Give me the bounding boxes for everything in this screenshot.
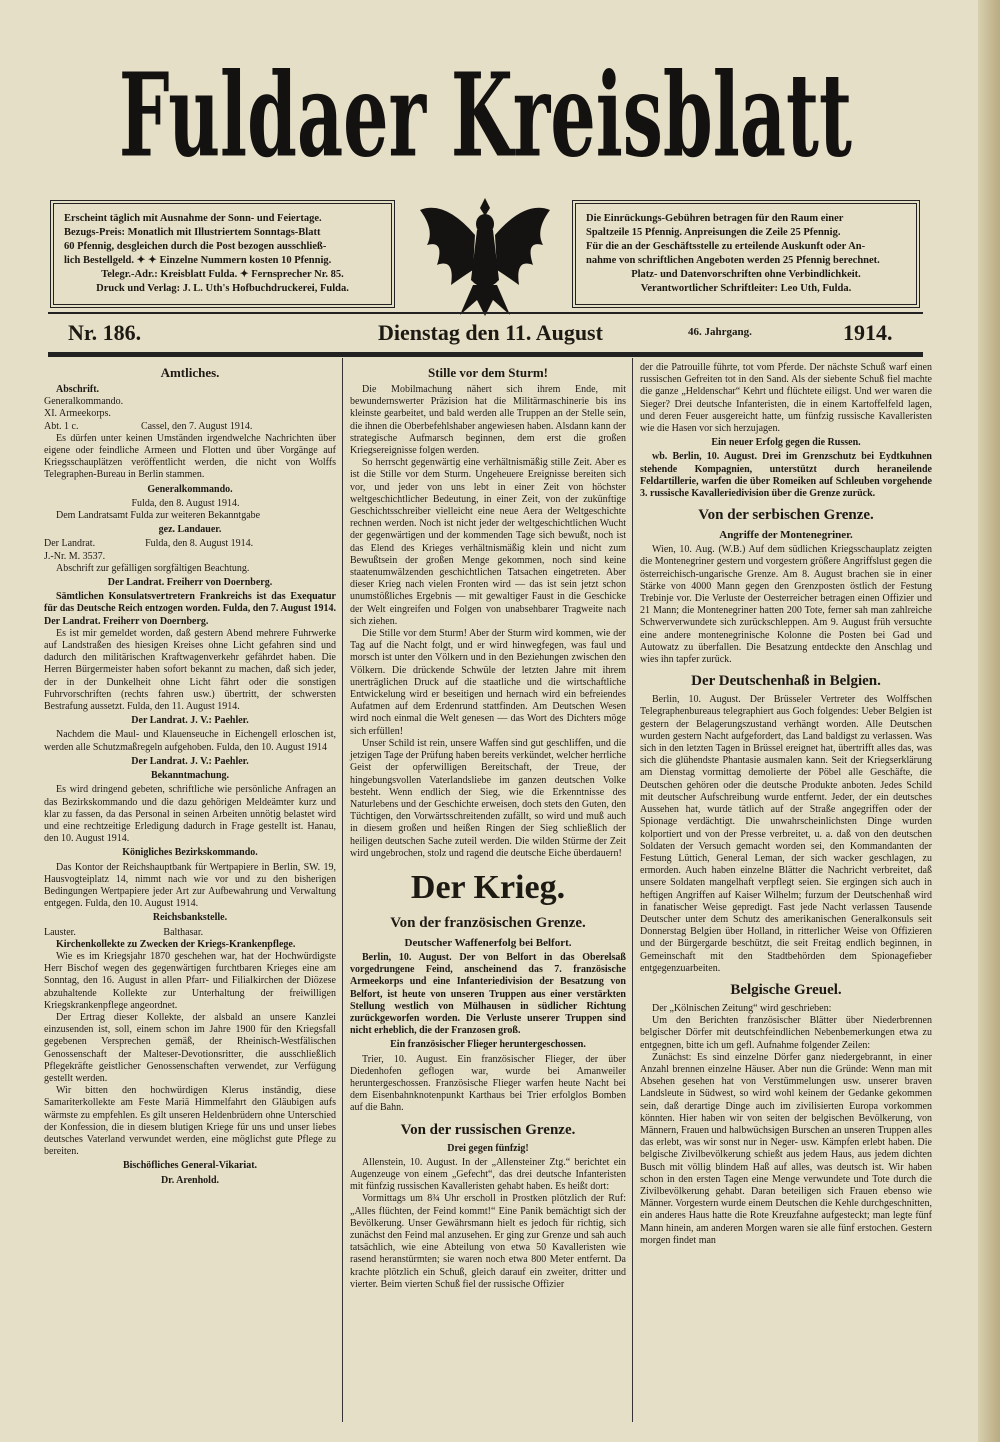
signature: Reichsbankstelle. — [152, 912, 228, 924]
text-line: Lauster. Balthasar. — [44, 926, 204, 938]
article-heading: Der Deutschenhaß in Belgien. — [691, 673, 881, 690]
section-heading: Stille vor dem Sturm! — [428, 365, 548, 380]
info-line: Für die an der Geschäftsstelle zu erteilende Auskunft oder An- — [586, 241, 866, 252]
paragraph: Allenstein, 10. August. In der „Allensteiner Ztg.“ berichtet ein Augenzeuge von einem „Gefecht“, das drei deutsche Infanteristen mit fünfzig russischen Kavalleristen gehabt haben. Es heißt dort: — [350, 1156, 626, 1193]
paragraph: Wie es im Kriegsjahr 1870 geschehen war, hat der Hochwürdigste Herr Bischof wegen des gegenwärtigen furchtbaren Krieges eine am Sonntag, den 16. August in allen Pfarr- und Filialkirchen der Diözese abzuhaltende Kollekte zur Unterhaltung der freiwilligen Kriegskrankenpflege angeordnet. — [44, 950, 336, 1011]
paragraph: Es dürfen unter keinen Umständen irgendwelche Nachrichten über eigene oder feindliche Armeen und Flotten und über Vorgänge auf Kriegsschauplätzen veröffentlicht werden, die nicht von Wolffs Telegraphen-Bureau in Berlin stammen. — [44, 432, 336, 481]
paragraph: Um den Berichten französischer Blätter über Niederbrennen belgischer Dörfer mit deutschfeindlichen Nebenbemerkungen etwa zu entgegnen, bitte ich um gefl. Aufnahme folgender Zeilen: — [640, 1015, 932, 1051]
masthead-title: Fuldaer Kreisblatt — [118, 46, 852, 184]
column-rule — [342, 358, 343, 1422]
bold-paragraph: wb. Berlin, 10. August. Drei im Grenzschutz bei Eydtkuhnen stehende Kompagnien, unterstützt durch heraneilende Feldartillerie, warfen die über Romeiken auf Schleuben vorgehende 3. russische Kavalleriedivision über die Grenze zurück. — [640, 451, 932, 500]
text-line: Generalkommando. — [44, 396, 124, 408]
text-line: J.-Nr. M. 3537. — [44, 550, 106, 562]
signature: Der Landrat. Freiherr von Doernberg. — [107, 577, 273, 589]
signature: gez. Landauer. — [158, 524, 222, 536]
text-line: Fulda, den 8. August 1914. — [44, 497, 240, 509]
bold-paragraph: Abschrift. — [56, 384, 100, 395]
bold-paragraph: Sämtlichen Konsulatsvertretern Frankreichs ist das Exequatur für das Deutsche Reich entzogen worden. Fulda, den 7. August 1914. Der Landrat. Freiherr von Doernberg. — [44, 591, 336, 627]
paragraph: Es wird dringend gebeten, schriftliche wie persönliche Anfragen an das Bezirkskommando und die dazu gehörigen Meldeämter kurz und klar zu fassen, da das Personal in seinen Arbeiten unnötig belastet wird und eine rechtzeitige Erledigung dadurch in Frage gestellt ist. Hanau, den 10. August 1914. — [44, 784, 336, 845]
paragraph: Abschrift zur gefälligen sorgfältigen Beachtung. — [56, 562, 250, 574]
paragraph: Trier, 10. August. Ein französischer Flieger, der über Diedenhofen geflogen war, wurde bei Amanweiler heruntergeschossen. Französische Flieger warfen heute Nacht bei dem Eisenbahnknotenpunkt Karthaus bei Trier erfolglos Bomben auf die Bahn. — [350, 1053, 626, 1114]
paragraph: Dem Landratsamt Fulda zur weiteren Bekanntgabe — [56, 510, 261, 522]
info-line: Spaltzeile 15 Pfennig. Anpreisungen die Zeile 25 Pfennig. — [586, 227, 841, 238]
page-edge — [978, 0, 1000, 1442]
paragraph: Vormittags um 8¾ Uhr erscholl in Prostken plötzlich der Ruf: „Alles flüchten, der Feind kommt!“ Eine Panik bemächtigt sich der Bevölkerung. Unser Gewährsmann hielt es jedoch für richtig, sich zunächst den Feind mal anzusehen. Er ging zur Grenze und sah auch tatsächlich, wie eine Abteilung von etwa 50 Kavalleristen wie rasend heranstürmten; sie waren noch etwa 800 Meter entfernt. Da krachte plötzlich ein Schuß, gleich darauf ein zweiter, dritter und vierter. Beim vierten Schuß fiel der russische Offizier — [350, 1193, 626, 1290]
subheading: Deutscher Waffenerfolg bei Belfort. — [404, 936, 572, 949]
dateline-bar — [48, 312, 923, 357]
signature: Bischöfliches General-Vikariat. — [122, 1160, 258, 1172]
info-line: Verantwortlicher Schriftleiter: Leo Uth, Fulda. — [640, 283, 852, 294]
paragraph: Zunächst: Es sind einzelne Dörfer ganz niedergebrannt, in einer Anzahl brennen einzelne Häuser. Aber nun die Gründe: Wenn man mit Absehen gesehen hat von Verstümmelungen usw. unserer braven Landsleute in Südwest, so wird wohl keinem der Gedanke gekommen sein, daß derartige Dinge auch im zivilisierten Europa vorkommen könnten. Hier haben wir von seiten der belgischen Bevölkerung, von Männern, Frauen und halbwüchsigen Burschen an unseren Truppen alles das erlebt, was wir sonst nur in Neger- usw. Kämpfen erlebt haben. Die belgische Zivilbevölkerung schießt aus jedem Haus, aus jedem dichten Busch mit völlig blindem Haß auf alles, was deutsch ist. Wir haben schon in den ersten Tagen eine Menge verwundete und Tote durch die Zivilbevölkerung gehabt. Daran beteiligen sich Frauen ebenso wie Männer. Vorgestern wurde einem Deutschen die Kehle durchgeschnitten, ein anderes Haus hatte die Rote Kreuzfahne aufgesteckt; man legte fünf Mann hinein, am anderen Morgen waren sie alle fünf erstochen. Gestern morgen findet man — [640, 1051, 932, 1246]
info-line: lich Bestellgeld. ✦ ✦ Einzelne Nummern kosten 10 Pfennig. — [64, 255, 332, 266]
article-heading: Von der russischen Grenze. — [400, 1121, 576, 1138]
signature: Bekanntmachung. — [150, 770, 230, 782]
info-line: Bezugs-Preis: Monatlich mit Illustriertem Sonntags-Blatt — [64, 227, 321, 238]
signature: Ein französischer Flieger heruntergeschossen. — [390, 1039, 586, 1051]
info-line: Druck und Verlag: J. L. Uth's Hofbuchdruckerei, Fulda. — [96, 283, 349, 294]
article-heading: Von der serbischen Grenze. — [698, 507, 874, 524]
paragraph: Wir bitten den hochwürdigen Klerus inständig, diese Samariterkollekte am Feste Mariä Himmelfahrt den Gläubigen aufs wärmste zu empfehlen. Es gilt unseren Heldenbrüdern ohne Unterschied der Konfession, die in diesem blutigen Kriege für uns und unser liebes deutsches Vaterland verwundet werden, eine möglichst gute Pflege zu bereiten. — [44, 1085, 336, 1158]
signature: Dr. Arenhold. — [160, 1174, 220, 1186]
signature: Königliches Bezirkskommando. — [122, 847, 258, 859]
paragraph: Nachdem die Maul- und Klauenseuche in Eichengell erloschen ist, werden alle Schutzmaßregeln aufgehoben. Fulda, den 10. August 1914 — [44, 729, 336, 753]
issue-date: Dienstag den 11. August — [378, 320, 603, 345]
text-line: Abt. 1 c. Cassel, den 7. August 1914. — [44, 420, 253, 432]
paragraph: Die Mobilmachung nähert sich ihrem Ende, mit bewundernswerter Präzision hat die Militärmaschinerie bis ins kleinste gearbeitet, und bald werden alle Truppen an der Stelle sein, die ihnen die Oberbefehlshaber angewiesen haben. Alsdann kann der strategische Aufmarsch beginnen, dem erst die großen Kriegsereignisse folgen werden. — [350, 384, 626, 457]
signature: Generalkommando. — [147, 483, 233, 495]
issue-year: 1914. — [843, 320, 893, 345]
volume-year: 46. Jahrgang. — [688, 326, 752, 338]
advertising-rates-box — [572, 200, 920, 308]
info-line: nahme von schriftlichen Angeboten werden 25 Pfennig berechnet. — [586, 255, 880, 266]
paragraph: der die Patrouille führte, tot vom Pferde. Der nächste Schuß warf einen russischen Gefreiten tot in den Sand. Als der siebente Schuß fiel machte die ganze „Heldenschar“ Kehrt und flüchtete eiligst. Und wer waren die Sieger? Drei deutsche Infanteristen, die in einem Kartoffelfeld lagen, und deren Feuer ausgereicht hatte, um fünfzig russische Kavalleristen wie die Hasen vor sich herzujagen. — [640, 362, 932, 435]
paragraph: Der Ertrag dieser Kollekte, der alsbald an unsere Kanzlei einzusenden ist, soll, einem schon im Jahre 1900 für den Kriegsfall gegebenen Versprechen gemäß, der Rheinisch-Westfälischen Genossenschaft der Malteser-Devotionsritter, die ausschließlich Pflegekräfte geistlicher Genossenschaften verwendet, zur Verfügung gestellt werden. — [44, 1011, 336, 1084]
info-line: Erscheint täglich mit Ausnahme der Sonn- und Feiertage. — [64, 213, 322, 224]
article-heading: Belgische Greuel. — [730, 981, 842, 998]
section-heading: Amtliches. — [160, 365, 220, 380]
issue-number: Nr. 186. — [68, 320, 142, 345]
info-line: 60 Pfennig, desgleichen durch die Post bezogen ausschließ- — [64, 241, 327, 252]
signature: Ein neuer Erfolg gegen die Russen. — [711, 437, 861, 449]
signature: Der Landrat. J. V.: Paehler. — [131, 715, 249, 727]
paragraph: Berlin, 10. August. Der Brüsseler Vertreter des Wolffschen Telegraphenbureaus telegraphiert aus Goch folgendes: Ueber Belgien ist gestern der Belagerungszustand verhängt worden. Alle Deutschen wurden gestern Nacht aufgefordert, das Land baldigst zu verlassen. Was sich in den letzten Tagen in Brüssel ereignet hat, übertrifft alles das, was sich die glühendste Phantasie ausmalen kann. Seit der Kriegserklärung am Dienstag vormittag demolierte der Pöbel alle Geschäfte, die Deutschen gehören oder die deutsche Produkte anboten. Jedes Schild mit deutscher Aufschreibung wurde entfernt. Jeder, der ein deutsches Aussehen hat, wurde tätlich auf der Straße angegriffen oder der Spionage verdächtigt. Die unwahrscheinlichsten Dinge wurden kolportiert und von der Presse verbreitet, u. a. daß von den deutschen Soldaten der Versuch gemacht worden sei, den Kommandanten der Festung Lüttich, General Leman, der sich wacker geschlagen, zu ermorden. Auch haben einzelne Blätter die Nachricht verbreitet, daß unsere Soldaten mangelhaft verpflegt seien. Sie ergingen sich auch in heftigen Angriffen auf Kaiser Wilhelm; furzum der Deutschenhaß wird in fanatischer Weise gepredigt. Fast jede Nacht verlassen Tausende Deutscher unter dem Schutz des amerikanischen Generalkonsuls seit Donnerstag Belgien über Holland, in ritterlicher Weise von Offizieren und der Bürgergarde beschützt, die seit Freitag endlich beginnen, in Gemeinschaft mit den Stadtbehörden dem Spionagefieber entgegenzuarbeiten. — [640, 694, 932, 974]
paragraph: Wien, 10. Aug. (W.B.) Auf dem südlichen Kriegsschauplatz zeigten die Montenegriner gestern und vorgestern größere Angriffslust gegen die österreichisch-ungarische Grenze. Am 8. August brachen sie in einer Stärke von 4000 Mann gegen den Grenzposten östlich der Festung Trebinje vor. Die Verluste der Oesterreicher betragen einen Offizier und 21 Mann; die Montenegriner hatten 200 Tote, ferner sah man zahlreiche Schwerverwundete sich zurückschleppen. Am 9. August früh versuchte eine andere montenegrinische Kolonne die Posten bei Gad und Autowatz zu überfallen. Die Besatzung entdeckte den Anschlag und wies ihn tapfer zurück. — [640, 544, 932, 666]
signature: Drei gegen fünfzig! — [447, 1142, 529, 1154]
text-line: Der Landrat. Fulda, den 8. August 1914. — [44, 538, 254, 550]
paragraph: Das Kontor der Reichshauptbank für Wertpapiere in Berlin, SW. 19, Hausvogteiplatz 14, nimmt nach wie vor und zu den bisherigen Bedingungen Wertpapiere jeder Art zur Aufbewahrung und Verwaltung entgegen. Fulda, den 10. August 1914. — [44, 861, 336, 910]
info-line: Telegr.-Adr.: Kreisblatt Fulda. ✦ Fernsprecher Nr. 85. — [101, 269, 344, 280]
paragraph: Unser Schild ist rein, unsere Waffen sind gut geschliffen, und die jetzigen Tage der Prüfung haben bereits verkündet, welcher herrliche Geist der opferwilligen Bereitschaft, der Treue, der hingebungsvollen Vaterlandsliebe im ganzen deutschen Volke besteht. Wenn endlich der Sieg, wie die Erkenntnisse des Naturlebens und der Geschichte erweisen, doch stets den Guten, den Tüchtigen, den Vorwärtsschreitenden zufällt, so wird und muß auch in diesem großen und heißen Ringen der Sieg schließlich der heiligen deutschen Sache zuteil werden. Die wilden Stürme der Zeit wird ungebrochen, stolz und ragend die deutsche Eiche überdauern! — [350, 737, 626, 859]
paragraph: Die Stille vor dem Sturm! Aber der Sturm wird kommen, wie der Tag auf die Nacht folgt, und er wird hinwegfegen, was faul und morsch ist unter den Völkern und in den Beziehungen zwischen den Völkern. Die drückende Schwüle der letzten Jahre mit ihrem unerträglichen Druck auf die staatliche und die wirtschaftliche Entwickelung wird er beseitigen und hernach wird ein befreiendes Aufatmen auf dem Erdenrund stattfinden. Am Deutschen Wesen wird noch einmal die Welt genesen — das Wort des Dichters möge sich erfüllen! — [350, 628, 626, 737]
article-heading: Von der französischen Grenze. — [390, 914, 586, 931]
text-line: XI. Armeekorps. — [44, 408, 111, 420]
bold-paragraph: Berlin, 10. August. Der von Belfort in das Oberelsaß vorgedrungene Feind, anscheinend das 7. französische Armeekorps und eine Infanteriedivision der Besatzung von Belfort, ist heute von unseren Truppen aus einer verstärkten Stellung westlich von Mülhausen in südlicher Richtung zurückgeworfen worden. Die Verluste unserer Truppen sind nicht erheblich, die der Franzosen groß. — [350, 951, 626, 1037]
subscription-info-box — [50, 200, 395, 308]
info-line: Die Einrückungs-Gebühren betragen für den Raum einer — [586, 213, 844, 224]
masthead — [30, 40, 940, 190]
paragraph: Der „Kölnischen Zeitung“ wird geschrieben: — [652, 1002, 832, 1014]
paragraph: Es ist mir gemeldet worden, daß gestern Abend mehrere Fuhrwerke auf Landstraßen des hiesigen Kreises ohne Licht gefahren sind und dadurch den militärischen Kraftwagenverkehr gefährdet haben. Die Herren Bürgermeister haben sofort bekannt zu machen, daß sich jeder, der in der Dunkelheit ohne Licht fährt oder die sonstigen Fuhrvorschriften (rechts fahren usw.) übertritt, der schwersten Bestrafung aussetzt. Fulda, den 11. August 1914. — [44, 627, 336, 713]
column-war-news — [350, 362, 626, 1311]
signature: Der Landrat. J. V.: Paehler. — [131, 755, 249, 767]
column-rule — [632, 358, 633, 1422]
info-line: Platz- und Datenvorschriften ohne Verbindlichkeit. — [631, 269, 861, 280]
bold-paragraph: Kirchenkollekte zu Zwecken der Kriegs-Krankenpflege. — [56, 938, 296, 950]
subheading: Angriffe der Montenegriner. — [719, 529, 853, 542]
column-front-reports — [640, 362, 932, 1267]
eagle-emblem-icon — [415, 190, 555, 320]
column-official-notices — [44, 362, 336, 1209]
paragraph: So herrscht gegenwärtig eine verhältnismäßig stille Zeit. Aber es ist die Stille vor dem Sturm. Ungeheuere Ereignisse bereiten sich vor, und jeder von uns lebt in einer Zeit von höchster weltgeschichtlicher Bedeutung, in einer Zeit, von der zukünftige Geschichtsschreiber vielleicht eine neue Aera der Weltgeschichte rechnen werden. Noch ist nicht jeder der weltgeschichtlichen Wucht der gegenwärtigen und der kommenden Tage sich bewußt, noch ist das Elend des Krieges verhältnismäßig klein und nicht zum Bewußtsein der großen Menge gekommen, noch sind keine staatenumwälzenden geschichtlichen Tatsachen eingetreten. Aber dieser Krieg nach vielen Fronten wird — das ist sein jetzt schon unumstößliches Ergebnis — mit gewaltiger Faust in die Geschicke der Welt eingreifen und Folgen von unabsehbarer Tragweite nach sich ziehen. — [350, 457, 626, 627]
main-headline: Der Krieg. — [410, 868, 566, 906]
